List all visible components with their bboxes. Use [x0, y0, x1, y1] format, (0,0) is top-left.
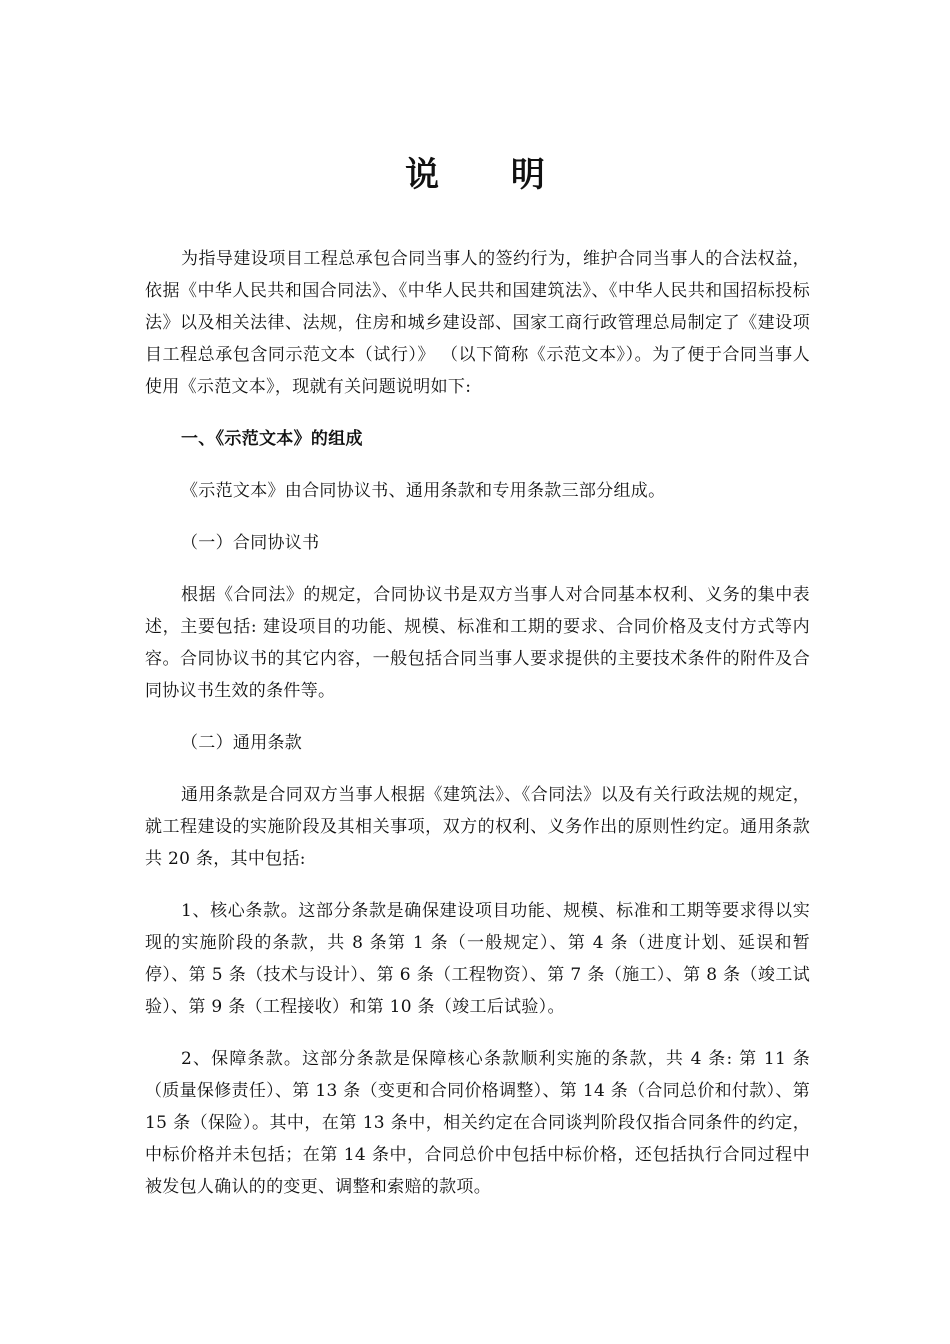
- agreement-paragraph: 根据《合同法》的规定，合同协议书是双方当事人对合同基本权利、义务的集中表述，主要包括: 建设项目的功能、规模、标准和工期的要求、合同价格及支付方式等内容。合同协议书的其它内容，一般包括合同当事人要求提供的主要技术条件的附件及合同协议书生效的条件等。: [145, 585, 810, 701]
- section-heading-composition: 一、《示范文本》的组成: [181, 429, 363, 449]
- guarantee-terms-item: 2、保障条款。这部分条款是保障核心条款顺利实施的条款，共 4 条: 第 11 条（质量保修责任）、第 13 条（变更和合同价格调整）、第 14 条（合同总价和付款）、第 15 条（保险）。其中，在第 13 条中，相关约定在合同谈判阶段仅指合同条件的约定，中标价格并未包括；在第 14 条中，合同总价中包括中标价格，还包括执行合同过程中被发包人确认的的变更、调整和索赔的款项。: [145, 1049, 810, 1197]
- general-terms-paragraph: 通用条款是合同双方当事人根据《建筑法》、《合同法》以及有关行政法规的规定，就工程建设的实施阶段及其相关事项，双方的权利、义务作出的原则性约定。通用条款共 20 条，其中包括:: [145, 785, 810, 869]
- document-body: [145, 243, 810, 1203]
- composition-paragraph: 《示范文本》由合同协议书、通用条款和专用条款三部分组成。: [181, 481, 666, 501]
- core-terms-item: 1、核心条款。这部分条款是确保建设项目功能、规模、标准和工期等要求得以实现的实施阶段的条款，共 8 条第 1 条（一般规定）、第 4 条（进度计划、延误和暂停）、第 5 条（技术与设计）、第 6 条（工程物资）、第 7 条（施工）、第 8 条（竣工试验）、第 9 条（工程接收）和第 10 条（竣工后试验）。: [145, 901, 810, 1017]
- subsection-heading-agreement: （一）合同协议书: [181, 533, 320, 553]
- page-title: 说 明: [405, 155, 575, 195]
- intro-paragraph: 为指导建设项目工程总承包合同当事人的签约行为，维护合同当事人的合法权益，依据《中华人民共和国合同法》、《中华人民共和国建筑法》、《中华人民共和国招标投标法》以及相关法律、法规，住房和城乡建设部、国家工商行政管理总局制定了《建设项目工程总承包含同示范文本（试行）》 （以下简称《示范文本》）。为了便于合同当事人使用《示范文本》，现就有关问题说明如下:: [145, 249, 810, 397]
- subsection-heading-general-terms: （二）通用条款: [181, 733, 303, 753]
